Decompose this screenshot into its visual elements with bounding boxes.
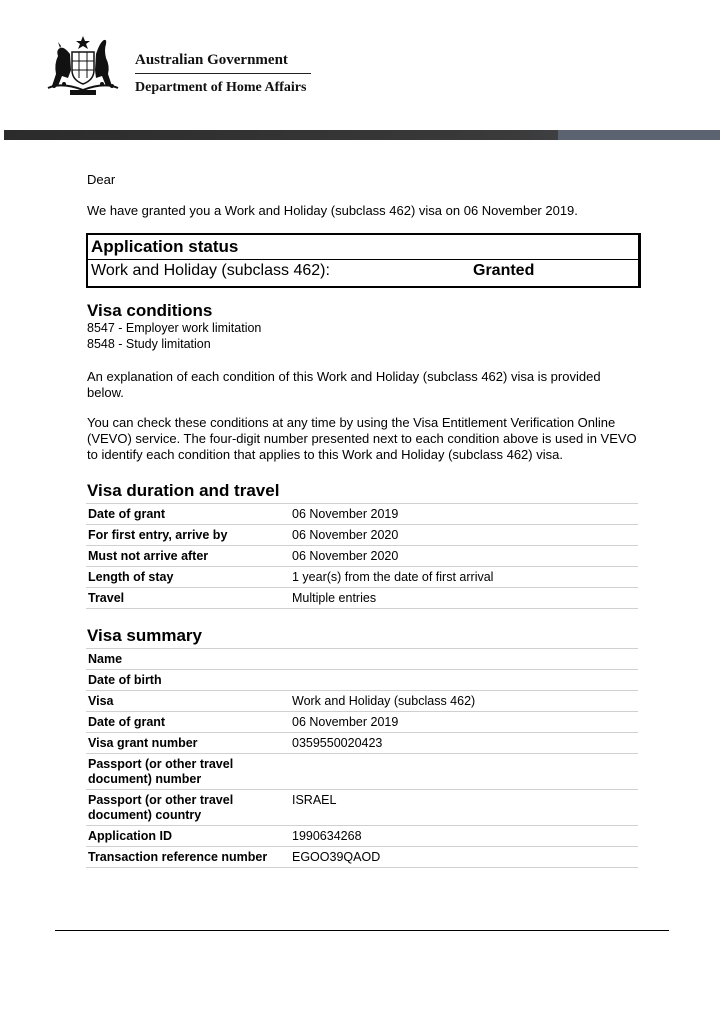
row-label: Length of stay — [86, 567, 290, 588]
row-value: ISRAEL — [290, 790, 638, 826]
vevo-text: You can check these conditions at any time by using the Visa Entitlement Verification Online (VEVO) service. The four-digit number presented next to each condition above is used in VEVO to identify each condition that applies to this Work and Holiday (subclass 462) visa. — [87, 415, 637, 462]
row-value: 0359550020423 — [290, 733, 638, 754]
status-value: Granted — [473, 262, 535, 279]
footer-divider — [55, 930, 669, 931]
coat-of-arms-icon — [42, 34, 124, 98]
row-value: 06 November 2020 — [290, 546, 638, 567]
row-value — [290, 670, 638, 691]
row-value: EGOO39QAOD — [290, 847, 638, 868]
header-bar-accent — [558, 130, 720, 140]
table-row — [86, 712, 638, 733]
status-divider — [88, 259, 638, 260]
row-label: Transaction reference number — [86, 847, 290, 868]
row-value: Work and Holiday (subclass 462) — [290, 691, 638, 712]
salutation: Dear — [87, 172, 116, 187]
row-label: Passport (or other travel document) country — [86, 790, 290, 826]
row-label: Date of grant — [86, 712, 290, 733]
row-label: Visa — [86, 691, 290, 712]
table-row — [86, 546, 638, 567]
table-row — [86, 790, 638, 826]
condition-item: 8548 - Study limitation — [87, 337, 211, 351]
table-row — [86, 504, 638, 525]
row-value: 06 November 2019 — [290, 712, 638, 733]
row-label: Date of grant — [86, 504, 290, 525]
visa-type: Work and Holiday (subclass 462): — [91, 262, 330, 279]
duration-table — [86, 503, 638, 609]
application-status-title: Application status — [91, 237, 239, 256]
row-label: Name — [86, 649, 290, 670]
row-label: Visa grant number — [86, 733, 290, 754]
row-label: Passport (or other travel document) number — [86, 754, 290, 790]
table-row — [86, 691, 638, 712]
application-status-box — [86, 233, 641, 288]
condition-item: 8547 - Employer work limitation — [87, 321, 262, 335]
conditions-explanation: An explanation of each condition of this Work and Holiday (subclass 462) visa is provided below. — [87, 369, 601, 400]
duration-title: Visa duration and travel — [87, 481, 280, 500]
row-value — [290, 649, 638, 670]
table-row — [86, 588, 638, 609]
grant-sentence: We have granted you a Work and Holiday (subclass 462) visa on 06 November 2019. — [87, 203, 578, 218]
row-value: 1990634268 — [290, 826, 638, 847]
table-row — [86, 826, 638, 847]
table-row — [86, 649, 638, 670]
department-name: Department of Home Affairs — [135, 80, 307, 95]
table-row — [86, 567, 638, 588]
row-value: 06 November 2019 — [290, 504, 638, 525]
row-value — [290, 754, 638, 790]
row-label: Application ID — [86, 826, 290, 847]
table-row — [86, 733, 638, 754]
conditions-list — [87, 320, 261, 352]
row-value: 1 year(s) from the date of first arrival — [290, 567, 638, 588]
table-row — [86, 754, 638, 790]
row-label: Must not arrive after — [86, 546, 290, 567]
row-label: For first entry, arrive by — [86, 525, 290, 546]
government-name: Australian Government — [135, 52, 288, 68]
row-value: Multiple entries — [290, 588, 638, 609]
row-label: Travel — [86, 588, 290, 609]
visa-conditions-title: Visa conditions — [87, 301, 213, 320]
summary-title: Visa summary — [87, 626, 202, 645]
table-row — [86, 525, 638, 546]
table-row — [86, 847, 638, 868]
table-row — [86, 670, 638, 691]
row-label: Date of birth — [86, 670, 290, 691]
header-divider — [135, 73, 311, 74]
row-value: 06 November 2020 — [290, 525, 638, 546]
summary-table — [86, 648, 638, 868]
